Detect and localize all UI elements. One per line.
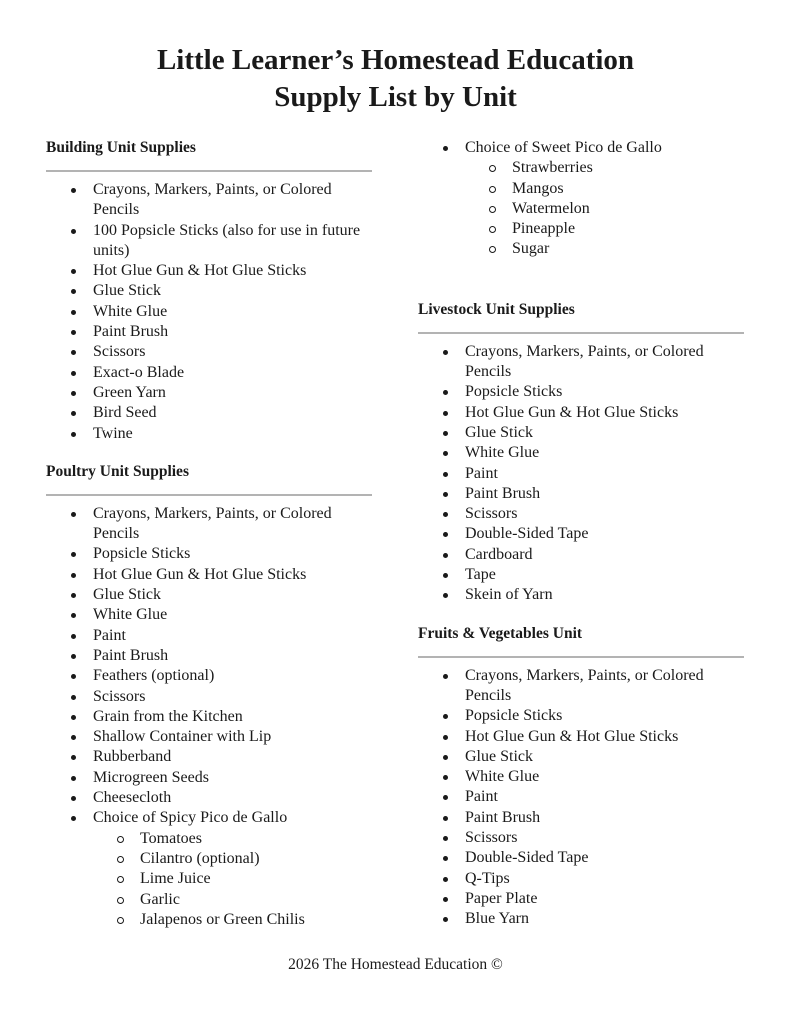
list-item: Tape: [418, 565, 748, 585]
list-item: Popsicle Sticks: [418, 706, 748, 726]
building-unit-section: [46, 138, 376, 444]
list-item: Hot Glue Gun & Hot Glue Sticks: [46, 565, 376, 585]
sweet-pico-sub-list: [465, 158, 748, 259]
list-item-label: Choice of Spicy Pico de Gallo: [93, 809, 288, 827]
list-item: 100 Popsicle Sticks (also for use in future units): [46, 221, 376, 262]
list-item: Q-Tips: [418, 869, 748, 889]
sub-list-item: Mangos: [465, 179, 748, 199]
sweet-pico-section: [418, 138, 748, 260]
list-item: White Glue: [46, 605, 376, 625]
list-item: Crayons, Markers, Paints, or Colored Pencils: [46, 180, 376, 221]
list-item: Popsicle Sticks: [46, 544, 376, 564]
list-item: Double-Sided Tape: [418, 524, 748, 544]
list-item: Cheesecloth: [46, 788, 376, 808]
list-item-label: Choice of Sweet Pico de Gallo: [465, 139, 662, 156]
list-item: Glue Stick: [418, 747, 748, 767]
list-item: Blue Yarn: [418, 909, 748, 929]
spicy-pico-sub-list: [93, 829, 376, 930]
livestock-unit-section: [418, 300, 748, 606]
sub-list-item: Jalapenos or Green Chilis: [93, 910, 376, 930]
list-item: Paper Plate: [418, 889, 748, 909]
list-item: Paint Brush: [46, 322, 376, 342]
list-item: Paint Brush: [418, 484, 748, 504]
left-column: [46, 138, 376, 930]
list-item: Green Yarn: [46, 383, 376, 403]
list-item: Twine: [46, 424, 376, 444]
list-item: Hot Glue Gun & Hot Glue Sticks: [418, 727, 748, 747]
list-item: Glue Stick: [46, 585, 376, 605]
page-title: [0, 42, 791, 116]
list-item: Skein of Yarn: [418, 585, 748, 605]
list-item: Double-Sided Tape: [418, 848, 748, 868]
list-item: Exact-o Blade: [46, 363, 376, 383]
sub-list-item: Strawberries: [465, 158, 748, 178]
list-item: Scissors: [46, 687, 376, 707]
sub-list-item: Watermelon: [465, 199, 748, 219]
poultry-unit-heading: Poultry Unit Supplies: [46, 462, 372, 496]
list-item: Rubberband: [46, 747, 376, 767]
list-item: Feathers (optional): [46, 666, 376, 686]
sweet-pico-list: [418, 138, 748, 260]
list-item: Paint: [46, 626, 376, 646]
list-item: White Glue: [418, 767, 748, 787]
list-item: Hot Glue Gun & Hot Glue Sticks: [418, 403, 748, 423]
list-item: White Glue: [46, 302, 376, 322]
list-item: Scissors: [418, 504, 748, 524]
livestock-unit-list: [418, 342, 748, 606]
title-line-2: Supply List by Unit: [274, 81, 517, 113]
fruits-vegetables-unit-list: [418, 666, 748, 930]
list-item: Scissors: [46, 342, 376, 362]
list-item: Bird Seed: [46, 403, 376, 423]
list-item-sweet-pico: [418, 138, 748, 260]
list-item: Paint: [418, 464, 748, 484]
list-item: Shallow Container with Lip: [46, 727, 376, 747]
list-item: Crayons, Markers, Paints, or Colored Pencils: [46, 504, 376, 545]
list-item: Paint Brush: [46, 646, 376, 666]
fruits-vegetables-unit-section: [418, 624, 748, 930]
fruits-vegetables-unit-heading: Fruits & Vegetables Unit: [418, 624, 744, 658]
list-item: Paint Brush: [418, 808, 748, 828]
list-item: Glue Stick: [46, 281, 376, 301]
sub-list-item: Tomatoes: [93, 829, 376, 849]
list-item: Glue Stick: [418, 423, 748, 443]
list-item-spicy-pico: [46, 808, 376, 930]
list-item: Hot Glue Gun & Hot Glue Sticks: [46, 261, 376, 281]
list-item: Scissors: [418, 828, 748, 848]
sub-list-item: Garlic: [93, 890, 376, 910]
list-item: Microgreen Seeds: [46, 768, 376, 788]
building-unit-heading: Building Unit Supplies: [46, 138, 372, 172]
footer-copyright: 2026 The Homestead Education ©: [288, 956, 503, 973]
right-column: [418, 138, 748, 930]
sub-list-item: Pineapple: [465, 219, 748, 239]
poultry-unit-section: [46, 462, 376, 930]
sub-list-item: Cilantro (optional): [93, 849, 376, 869]
list-item: Popsicle Sticks: [418, 382, 748, 402]
poultry-unit-list: [46, 504, 376, 930]
list-item: White Glue: [418, 443, 748, 463]
list-item: Crayons, Markers, Paints, or Colored Pencils: [418, 666, 748, 707]
list-item: Crayons, Markers, Paints, or Colored Pencils: [418, 342, 748, 383]
livestock-unit-heading: Livestock Unit Supplies: [418, 300, 744, 334]
title-line-1: Little Learner’s Homestead Education: [156, 44, 635, 76]
list-item: Grain from the Kitchen: [46, 707, 376, 727]
building-unit-list: [46, 180, 376, 444]
sub-list-item: Sugar: [465, 239, 748, 259]
list-item: Paint: [418, 787, 748, 807]
list-item: Cardboard: [418, 545, 748, 565]
sub-list-item: Lime Juice: [93, 869, 376, 889]
